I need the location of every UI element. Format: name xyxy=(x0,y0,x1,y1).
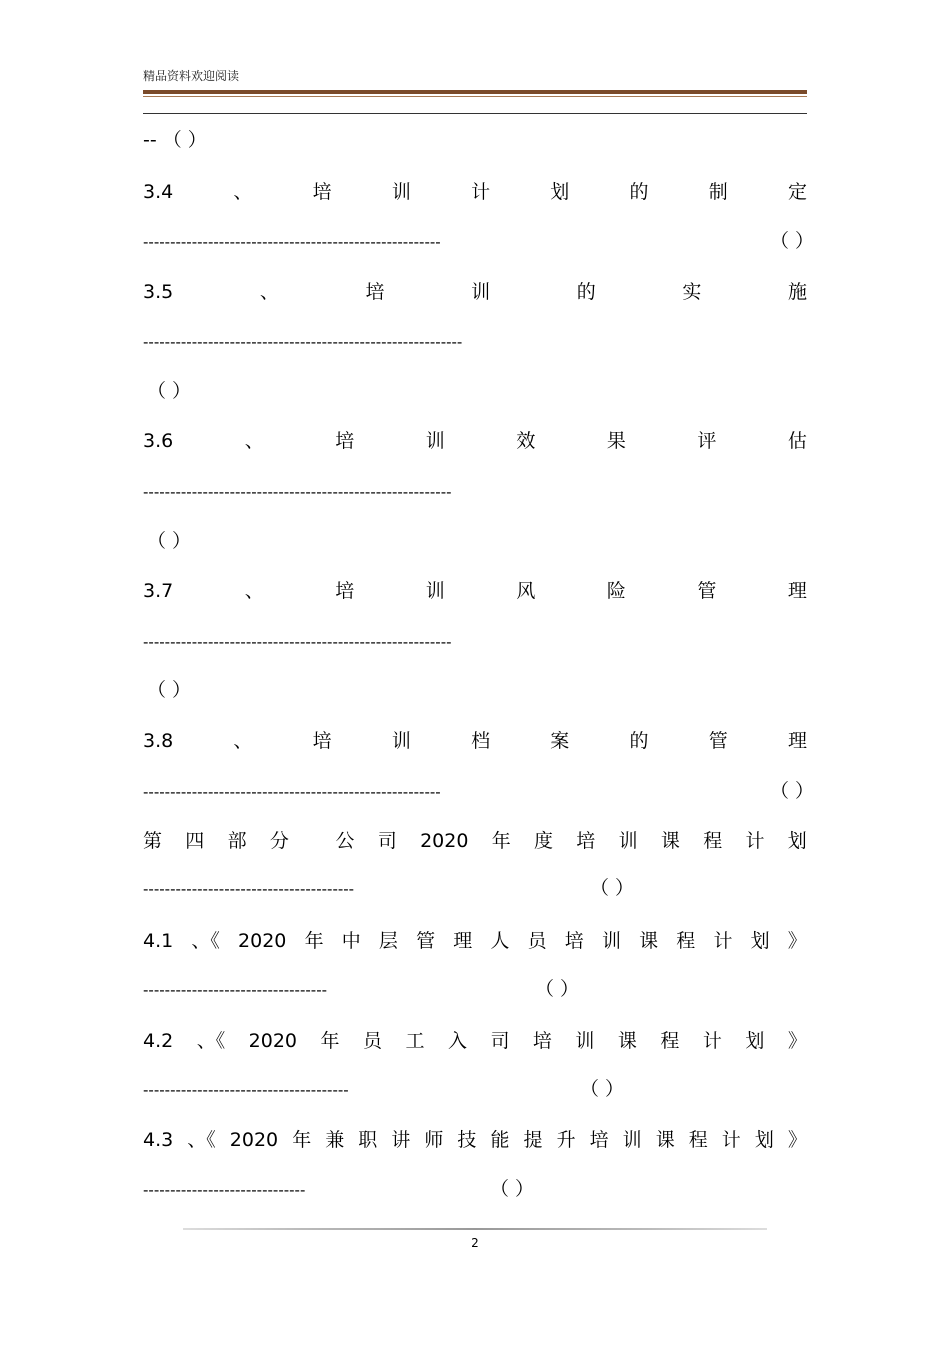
toc-leader-4-1: ---------------------------------- xyxy=(143,981,328,999)
toc-token: 、 xyxy=(233,730,253,752)
toc-token: 4.2 xyxy=(143,1030,174,1052)
toc-token: 、 xyxy=(244,580,264,602)
toc-leader-3-7: --------------------------------------------------------- xyxy=(143,633,452,651)
toc-token: 训 xyxy=(622,1129,642,1151)
toc-token: 人 xyxy=(490,930,510,952)
toc-token: 司 xyxy=(377,830,397,852)
toc-entry-3-7 xyxy=(143,579,807,603)
toc-token: 、 xyxy=(259,281,279,303)
toc-token: 2020 xyxy=(229,1129,279,1151)
toc-token: 计 xyxy=(471,181,491,203)
toc-entry-3-5 xyxy=(143,280,807,304)
header-rule-thick xyxy=(143,90,807,94)
toc-token: 年 xyxy=(320,1030,340,1052)
toc-entry-part-4 xyxy=(143,829,807,853)
toc-token: 、《 xyxy=(191,930,220,952)
toc-token: 师 xyxy=(424,1129,444,1151)
toc-entry-4-1 xyxy=(143,929,807,953)
toc-entry-3-6 xyxy=(143,429,807,453)
toc-token: 划 xyxy=(787,830,807,852)
toc-leader-4-3: ------------------------------ xyxy=(143,1181,306,1199)
toc-page-3-7: （ ） xyxy=(147,679,192,701)
toc-token: 案 xyxy=(550,730,570,752)
toc-token: 2020 xyxy=(238,930,287,952)
toc-token: 4.1 xyxy=(143,930,174,952)
header-rule-thin xyxy=(143,96,807,97)
toc-token: 培 xyxy=(365,281,385,303)
toc-token: 训 xyxy=(575,1030,595,1052)
toc-token: 》 xyxy=(787,1030,807,1052)
toc-leader-3-4: ------------------------------------------------------- xyxy=(143,233,441,251)
toc-token: 课 xyxy=(655,1129,675,1151)
toc-token: 、 xyxy=(244,430,264,452)
toc-token: 划 xyxy=(550,181,570,203)
toc-token: 训 xyxy=(618,830,638,852)
toc-token: 定 xyxy=(787,181,807,203)
toc-token: 划 xyxy=(745,1030,765,1052)
toc-token: 3.7 xyxy=(143,580,174,602)
toc-token: 施 xyxy=(787,281,807,303)
toc-token: 计 xyxy=(721,1129,741,1151)
toc-token: 3.5 xyxy=(143,281,174,303)
toc-token: 员 xyxy=(527,930,547,952)
toc-token: 理 xyxy=(453,930,473,952)
toc-token: 》 xyxy=(787,1129,807,1151)
toc-token: 险 xyxy=(606,580,626,602)
toc-token: 档 xyxy=(471,730,491,752)
toc-token: 司 xyxy=(490,1030,510,1052)
toc-token: 训 xyxy=(601,930,621,952)
toc-token: 2020 xyxy=(248,1030,298,1052)
toc-token: 程 xyxy=(660,1030,680,1052)
toc-page-4-1: （ ） xyxy=(535,978,580,1000)
toc-token: 分 xyxy=(269,830,289,852)
toc-token: 计 xyxy=(745,830,765,852)
toc-token: 培 xyxy=(576,830,596,852)
toc-leader-3-6: --------------------------------------------------------- xyxy=(143,483,452,501)
toc-token: 年 xyxy=(304,930,324,952)
toc-token: 管 xyxy=(416,930,436,952)
footer-rule xyxy=(183,1228,767,1230)
toc-token: 工 xyxy=(405,1030,425,1052)
toc-token: 4.3 xyxy=(143,1129,174,1151)
toc-token: 管 xyxy=(708,730,728,752)
toc-token: 、《 xyxy=(196,1030,226,1052)
toc-token: 理 xyxy=(787,580,807,602)
toc-line-continuation: -- （ ） xyxy=(143,129,207,151)
toc-token: 培 xyxy=(312,730,332,752)
toc-token: 提 xyxy=(523,1129,543,1151)
toc-token: 、《 xyxy=(187,1129,216,1151)
toc-token: 培 xyxy=(312,181,332,203)
toc-token: 计 xyxy=(713,930,733,952)
toc-token: 年 xyxy=(292,1129,312,1151)
toc-token: 课 xyxy=(660,830,680,852)
toc-token: 入 xyxy=(447,1030,467,1052)
toc-token: 课 xyxy=(639,930,659,952)
toc-token: 训 xyxy=(471,281,491,303)
header-text: 精品资料欢迎阅读 xyxy=(143,69,240,83)
toc-token: 划 xyxy=(754,1129,774,1151)
toc-token: 3.8 xyxy=(143,730,174,752)
toc-token: 课 xyxy=(617,1030,637,1052)
toc-token: 效 xyxy=(516,430,536,452)
toc-token: 3.4 xyxy=(143,181,174,203)
toc-token: 训 xyxy=(425,430,445,452)
toc-token: 员 xyxy=(362,1030,382,1052)
toc-token: 程 xyxy=(676,930,696,952)
toc-token: 四 xyxy=(185,830,205,852)
page-number: 2 xyxy=(471,1236,479,1250)
toc-token: 评 xyxy=(697,430,717,452)
toc-token: 部 xyxy=(227,830,247,852)
toc-token: 程 xyxy=(688,1129,708,1151)
toc-token: 的 xyxy=(629,730,649,752)
toc-token: 3.6 xyxy=(143,430,174,452)
toc-entry-3-8 xyxy=(143,729,807,753)
toc-token: 技 xyxy=(457,1129,477,1151)
toc-token: 风 xyxy=(516,580,536,602)
toc-token: 果 xyxy=(606,430,626,452)
toc-token: 程 xyxy=(703,830,723,852)
toc-token: 职 xyxy=(358,1129,378,1151)
toc-entry-4-2 xyxy=(143,1029,807,1053)
toc-token: 讲 xyxy=(391,1129,411,1151)
toc-page-4-3: （ ） xyxy=(490,1178,535,1200)
toc-page-3-8: （ ） xyxy=(770,780,815,802)
toc-token: 培 xyxy=(532,1030,552,1052)
toc-token: 估 xyxy=(787,430,807,452)
toc-token: 第 xyxy=(143,830,163,852)
toc-token: 、 xyxy=(233,181,253,203)
toc-page-3-5: （ ） xyxy=(147,380,192,402)
toc-token: 中 xyxy=(341,930,361,952)
toc-token: 管 xyxy=(697,580,717,602)
header-rule-bottom xyxy=(143,113,807,114)
toc-leader-3-5: ----------------------------------------------------------- xyxy=(143,333,463,351)
toc-token: 培 xyxy=(564,930,584,952)
toc-leader-part-4: --------------------------------------- xyxy=(143,880,355,898)
toc-leader-3-8: ------------------------------------------------------- xyxy=(143,783,441,801)
toc-token: 的 xyxy=(576,281,596,303)
toc-entry-3-4 xyxy=(143,180,807,204)
toc-token: 2020 xyxy=(420,830,469,852)
toc-token: 计 xyxy=(702,1030,722,1052)
toc-token: 制 xyxy=(708,181,728,203)
toc-token: 训 xyxy=(391,730,411,752)
toc-token: 》 xyxy=(787,930,807,952)
toc-token: 训 xyxy=(391,181,411,203)
toc-token: 公 xyxy=(335,830,355,852)
toc-token: 培 xyxy=(335,430,355,452)
toc-page-part-4: （ ） xyxy=(590,877,635,899)
toc-token: 度 xyxy=(534,830,554,852)
toc-token: 兼 xyxy=(325,1129,345,1151)
toc-page-3-6: （ ） xyxy=(147,530,192,552)
toc-token: 划 xyxy=(750,930,770,952)
toc-entry-4-3 xyxy=(143,1128,807,1152)
toc-page-3-4: （ ） xyxy=(770,230,815,252)
toc-token: 实 xyxy=(682,281,702,303)
toc-token: 升 xyxy=(556,1129,576,1151)
toc-token: 能 xyxy=(490,1129,510,1151)
toc-token: 培 xyxy=(335,580,355,602)
toc-token: 层 xyxy=(378,930,398,952)
toc-token: 的 xyxy=(629,181,649,203)
toc-page-4-2: （ ） xyxy=(580,1078,625,1100)
toc-token: 年 xyxy=(491,830,511,852)
toc-token: 训 xyxy=(425,580,445,602)
toc-leader-4-2: -------------------------------------- xyxy=(143,1081,349,1099)
toc-token: 培 xyxy=(589,1129,609,1151)
toc-token: 理 xyxy=(787,730,807,752)
